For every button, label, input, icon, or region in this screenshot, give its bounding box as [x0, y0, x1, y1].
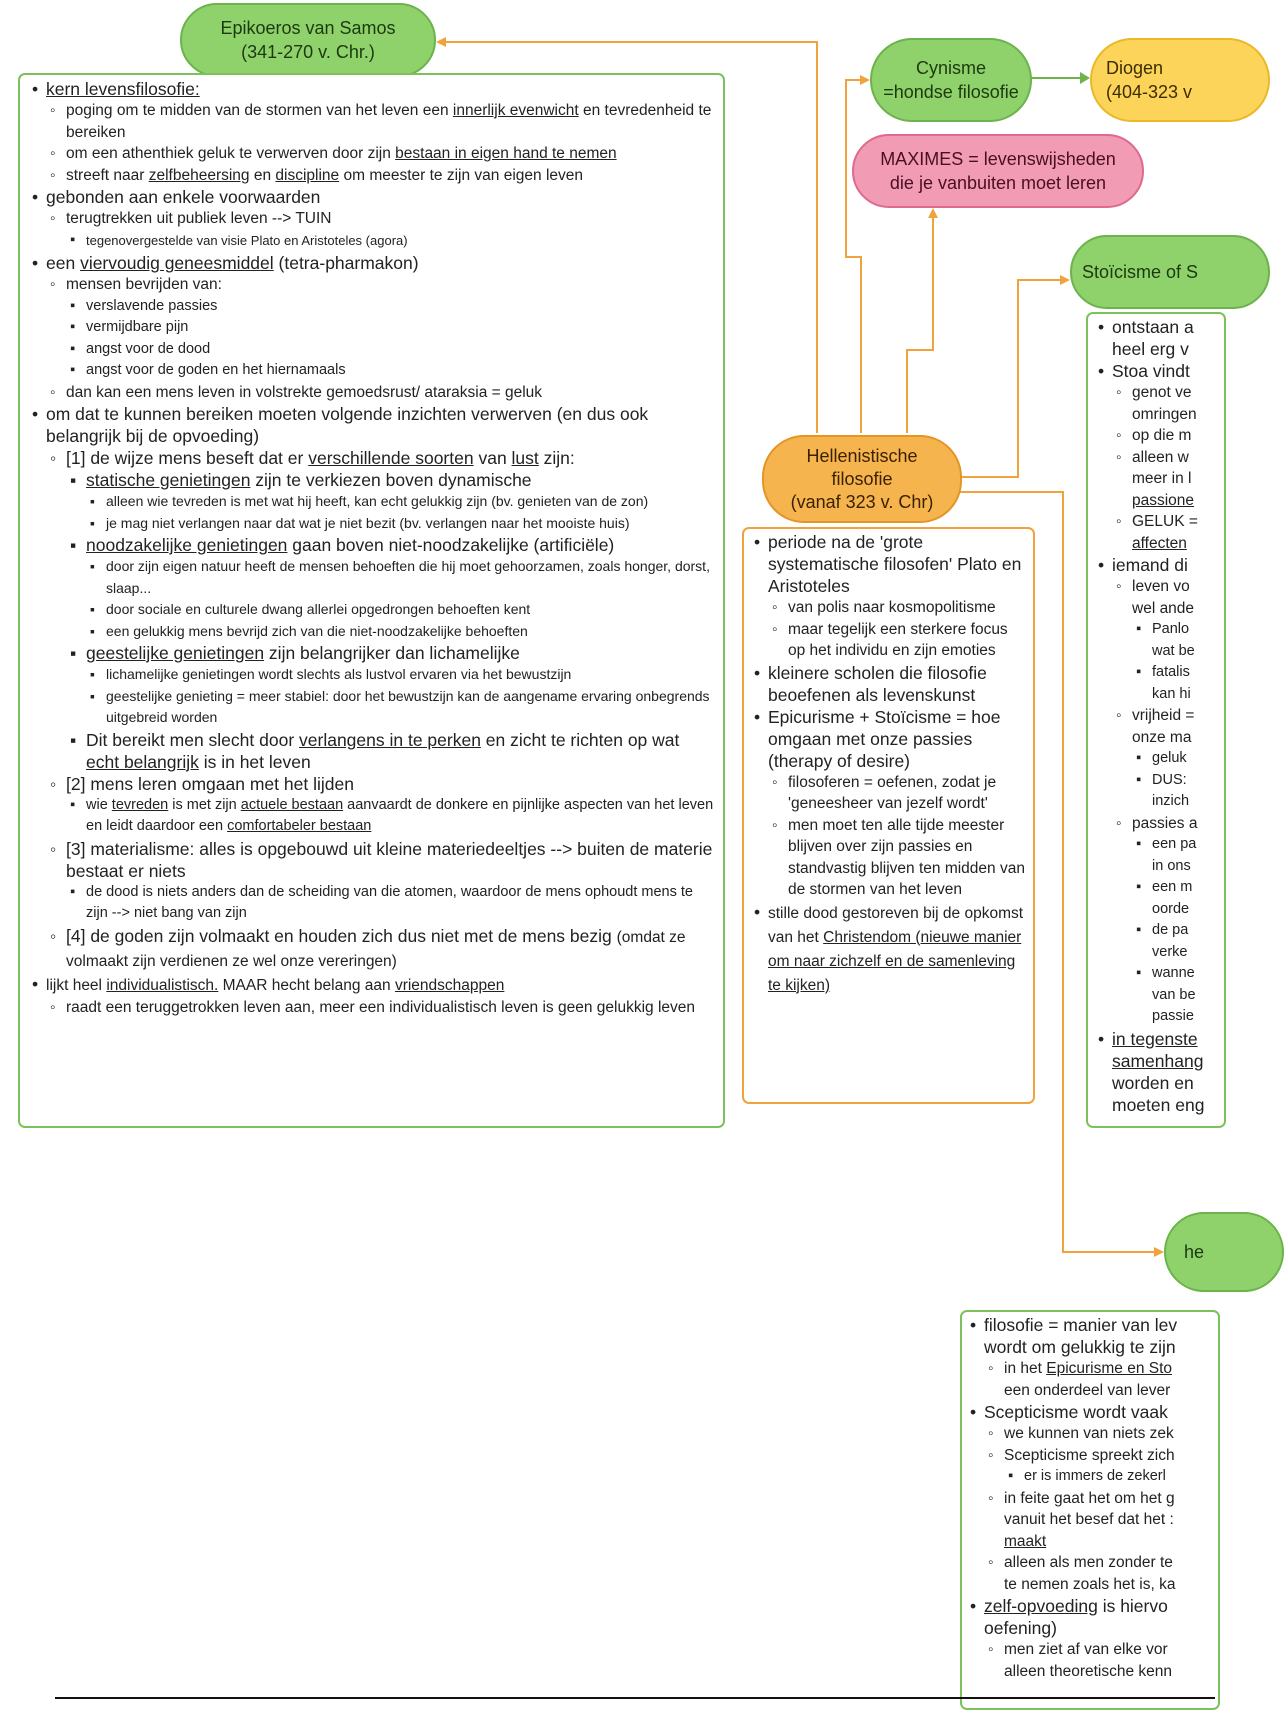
- note-item: [32, 208, 715, 230]
- bullet-marker: •: [754, 706, 761, 727]
- note-item: [1098, 316, 1224, 338]
- note-text: een pa: [1152, 836, 1197, 852]
- note-item: [32, 997, 715, 1019]
- note-item: [32, 556, 715, 599]
- note-item: [970, 1639, 1218, 1661]
- bullet-marker: •: [754, 662, 761, 683]
- note-item: [1098, 705, 1224, 727]
- note-text: fatalis: [1152, 664, 1190, 680]
- note-item: [32, 274, 715, 296]
- note-text: een onderdeel van lever: [1004, 1381, 1171, 1399]
- note-text: we kunnen van niets zek: [1004, 1425, 1174, 1442]
- note-text: stille dood gestoreven bij de opkomst van het Christendom (nieuwe manier om naar zichzelf en de samenleving te kijken): [768, 904, 1024, 994]
- note-text: kern levensfilosofie:: [46, 79, 200, 99]
- bullet-marker: ▪: [70, 340, 76, 357]
- note-text: van polis naar kosmopolitisme: [788, 599, 996, 616]
- note-item: [32, 252, 715, 274]
- note-text: Epicurisme + Stoïcisme = hoe omgaan met onze passies (therapy of desire): [768, 706, 1001, 771]
- note-item: [1098, 533, 1224, 555]
- note-item: [1098, 447, 1224, 469]
- bullet-marker: •: [1098, 317, 1105, 337]
- note-item: [32, 165, 715, 187]
- bullet-marker: ◦: [1116, 513, 1122, 530]
- note-item: [32, 382, 715, 404]
- note-item: [32, 339, 715, 361]
- note-item: [970, 1595, 1218, 1617]
- note-item: [32, 621, 715, 643]
- note-text: wordt om gelukkig te zijn: [984, 1337, 1176, 1357]
- note-text: wanne: [1152, 965, 1195, 981]
- bullet-marker: ▪: [1008, 1468, 1014, 1484]
- note-text: wel ande: [1132, 599, 1195, 617]
- bullet-marker: ▪: [1136, 922, 1142, 938]
- note-item: [970, 1445, 1218, 1467]
- node-scepticisme[interactable]: he: [1164, 1212, 1284, 1292]
- epikoeros-notes-box: [18, 73, 725, 1128]
- bullet-marker: •: [32, 404, 39, 424]
- note-text: verke: [1152, 943, 1188, 960]
- note-item: [1098, 404, 1224, 426]
- note-text: samenhang: [1112, 1050, 1204, 1071]
- note-text: de dood is niets anders dan de scheiding van die atomen, waardoor de mens ophoudt mens te zijn --> niet bang van zijn: [86, 883, 693, 921]
- node-maximes[interactable]: MAXIMES = levenswijsheden die je vanbuiten moet leren: [852, 134, 1144, 208]
- note-text: in feite gaat het om het g: [1004, 1489, 1175, 1507]
- note-text: filosofie = manier van lev: [984, 1315, 1178, 1335]
- bullet-marker: ◦: [1116, 384, 1122, 401]
- note-text: tegenovergestelde van visie Plato en Aristoteles (agora): [86, 232, 408, 248]
- bullet-marker: •: [32, 253, 39, 273]
- bottom-divider: [55, 1697, 1215, 1699]
- note-text: door sociale en culturele dwang allerlei opgedrongen behoeften kent: [106, 601, 531, 617]
- note-item: [1098, 468, 1224, 490]
- note-item: [754, 597, 1027, 619]
- note-text: maar tegelijk een sterkere focus op het individu en zijn emoties: [788, 620, 1008, 659]
- bullet-marker: •: [32, 187, 39, 207]
- note-item: [1098, 338, 1224, 360]
- hellenistische-notes-box: [742, 527, 1035, 1104]
- note-item: [32, 664, 715, 686]
- note-item: [32, 403, 715, 447]
- bullet-marker: ▪: [70, 319, 76, 335]
- note-item: [1098, 1094, 1224, 1116]
- note-text: kan hi: [1152, 685, 1191, 702]
- node-diogenes[interactable]: Diogen (404-323 v: [1090, 38, 1270, 122]
- note-text: in tegenste: [1112, 1028, 1198, 1049]
- note-item: [754, 901, 1027, 997]
- note-text: lichamelijke genietingen wordt slechts als lustvol ervaren via het bewustzijn: [106, 666, 572, 682]
- bullet-marker: ◦: [988, 1360, 994, 1377]
- note-text: moeten eng: [1112, 1094, 1205, 1115]
- note-item: [32, 100, 715, 143]
- note-text: gebonden aan enkele voorwaarden: [46, 187, 321, 207]
- note-item: [970, 1380, 1218, 1402]
- note-item: [1098, 942, 1224, 964]
- note-text: geluk: [1152, 750, 1187, 766]
- note-item: [970, 1552, 1218, 1574]
- note-item: [1098, 619, 1224, 641]
- note-item: [32, 795, 715, 838]
- note-item: [754, 815, 1027, 901]
- note-item: [970, 1423, 1218, 1445]
- note-text: alleen als men zonder te: [1004, 1554, 1173, 1571]
- note-text: kleinere scholen die filosofie beoefenen als levenskunst: [768, 662, 987, 705]
- note-item: [32, 882, 715, 925]
- bullet-marker: ▪: [90, 514, 95, 531]
- note-item: [1098, 511, 1224, 533]
- bullet-marker: ◦: [772, 773, 778, 791]
- note-item: [32, 296, 715, 318]
- note-item: [970, 1574, 1218, 1596]
- note-text: om dat te kunnen bereiken moeten volgende inzichten verwerven (en dus ook belangrijk bij de opvoeding): [46, 404, 649, 446]
- bullet-marker: ◦: [50, 773, 57, 794]
- bullet-marker: •: [1098, 1028, 1105, 1049]
- note-text: op die m: [1132, 427, 1192, 444]
- note-text: geestelijke genietingen zijn belangrijker dan lichamelijke: [86, 643, 520, 663]
- note-item: [754, 662, 1027, 706]
- bullet-marker: ▪: [90, 622, 95, 639]
- bullet-marker: ◦: [772, 599, 778, 616]
- note-item: [1098, 598, 1224, 620]
- bullet-marker: ▪: [1136, 621, 1142, 637]
- note-text: filosoferen = oefenen, zodat je 'geneesheer van jezelf wordt': [788, 773, 997, 812]
- note-text: [2] mens leren omgaan met het lijden: [66, 773, 354, 794]
- node-stoicisme[interactable]: Stoïcisme of S: [1070, 235, 1270, 309]
- note-item: [32, 317, 715, 339]
- note-text: affecten: [1132, 534, 1187, 552]
- note-text: angst voor de goden en het hiernamaals: [86, 362, 346, 378]
- bullet-marker: ◦: [50, 925, 57, 946]
- note-text: om een athenthiek geluk te verwerven door zijn bestaan in eigen hand te nemen: [66, 145, 617, 162]
- note-text: er is immers de zekerl: [1024, 1468, 1166, 1484]
- note-item: [1098, 920, 1224, 942]
- note-item: [1098, 1072, 1224, 1094]
- note-text: in het Epicurisme en Sto: [1004, 1360, 1173, 1377]
- bullet-marker: ◦: [50, 166, 56, 184]
- note-item: [1098, 963, 1224, 985]
- node-epikoeros[interactable]: Epikoeros van Samos (341-270 v. Chr.): [180, 3, 436, 77]
- note-text: statische genietingen zijn te verkiezen boven dynamische: [86, 470, 532, 490]
- note-item: [970, 1488, 1218, 1510]
- note-item: [32, 513, 715, 535]
- note-item: [970, 1509, 1218, 1531]
- note-item: [1098, 877, 1224, 899]
- note-item: [32, 469, 715, 491]
- note-item: [1098, 576, 1224, 598]
- note-text: DUS:: [1152, 771, 1187, 788]
- note-text: alleen theoretische kenn: [1004, 1662, 1173, 1680]
- bullet-marker: ◦: [988, 1554, 994, 1571]
- note-text: vanuit het besef dat het :: [1004, 1511, 1174, 1528]
- note-text: raadt een teruggetrokken leven aan, meer een individualistisch leven is geen gelukkig leven: [66, 998, 696, 1016]
- bullet-marker: ▪: [90, 558, 95, 574]
- note-text: oorde: [1152, 900, 1190, 917]
- note-item: [32, 838, 715, 882]
- note-text: een m: [1152, 879, 1193, 895]
- note-text: heel erg v: [1112, 339, 1189, 359]
- note-item: [1098, 662, 1224, 684]
- note-text: wat be: [1152, 642, 1195, 659]
- note-text: periode na de 'grote systematische filosofen' Plato en Aristoteles: [768, 532, 1022, 596]
- scepticisme-notes-list: [970, 1314, 1218, 1682]
- note-item: [970, 1531, 1218, 1553]
- node-hellenistische-filosofie[interactable]: Hellenistische filosofie (vanaf 323 v. Chr): [762, 435, 962, 523]
- note-item: [970, 1401, 1218, 1423]
- bullet-marker: •: [970, 1402, 977, 1422]
- bullet-marker: •: [32, 973, 39, 994]
- note-item: [32, 925, 715, 973]
- note-text: van be: [1152, 986, 1196, 1003]
- note-text: alleen wie tevreden is met wat hij heeft, kan echt gelukkig zijn (bv. genieten van de zon): [106, 493, 649, 509]
- note-text: men moet ten alle tijde meester blijven over zijn passies en standvastig blijven ten midden van de stormen van het leven: [788, 816, 1025, 898]
- connector-to-stoicisme: [960, 280, 1068, 477]
- note-text: een gelukkig mens bevrijd zich van die niet-noodzakelijke behoeften: [106, 622, 528, 639]
- note-text: GELUK =: [1132, 513, 1198, 530]
- note-item: [1098, 490, 1224, 512]
- note-text: Scepticisme wordt vaak: [984, 1402, 1168, 1422]
- note-text: worden en: [1112, 1072, 1194, 1093]
- bullet-marker: •: [1098, 555, 1105, 575]
- note-item: [1098, 985, 1224, 1007]
- note-item: [32, 447, 715, 469]
- note-item: [1098, 360, 1224, 382]
- note-text: iemand di: [1112, 555, 1188, 575]
- bullet-marker: ▪: [90, 493, 95, 509]
- note-item: [1098, 899, 1224, 921]
- bullet-marker: ◦: [1116, 814, 1122, 832]
- note-item: [1098, 425, 1224, 447]
- bullet-marker: ◦: [772, 816, 778, 834]
- note-item: [1098, 856, 1224, 878]
- note-item: [32, 186, 715, 208]
- note-text: lijkt heel individualistisch. MAAR hecht belang aan vriendschappen: [46, 976, 505, 994]
- note-item: [1098, 684, 1224, 706]
- hellenistische-notes-list: [754, 531, 1027, 997]
- arrowhead-diogenes: [1080, 72, 1090, 84]
- bullet-marker: ▪: [1136, 836, 1142, 852]
- note-text: genot ve: [1132, 384, 1192, 401]
- bullet-marker: •: [1098, 361, 1105, 381]
- bullet-marker: •: [32, 79, 39, 99]
- bullet-marker: ▪: [70, 231, 76, 248]
- note-text: mensen bevrijden van:: [66, 276, 222, 293]
- note-text: alleen w: [1132, 448, 1189, 466]
- bullet-marker: ▪: [90, 601, 95, 617]
- note-text: poging om te midden van de stormen van het leven een innerlijk evenwicht en tevredenheid te bereiken: [66, 102, 712, 141]
- stoicisme-notes-list: [1098, 316, 1224, 1116]
- bullet-marker: ◦: [772, 620, 778, 638]
- bullet-marker: ▪: [70, 643, 77, 663]
- note-item: [32, 230, 715, 253]
- note-text: ontstaan a: [1112, 317, 1194, 337]
- note-text: dan kan een mens leven in volstrekte gemoedsrust/ ataraksia = geluk: [66, 383, 543, 401]
- note-text: men ziet af van elke vor: [1004, 1641, 1168, 1658]
- note-item: [32, 686, 715, 729]
- note-text: in ons: [1152, 857, 1191, 874]
- note-text: oefening): [984, 1618, 1057, 1638]
- bullet-marker: ◦: [1116, 707, 1122, 724]
- note-item: [970, 1314, 1218, 1336]
- note-text: inzich: [1152, 793, 1190, 809]
- note-item: [1098, 1050, 1224, 1072]
- bullet-marker: ◦: [988, 1489, 994, 1507]
- note-text: vermijdbare pijn: [86, 319, 189, 335]
- note-text: meer in l: [1132, 470, 1192, 487]
- note-item: [754, 619, 1027, 662]
- bullet-marker: ◦: [50, 210, 56, 227]
- note-item: [32, 534, 715, 556]
- note-text: verslavende passies: [86, 297, 218, 314]
- note-text: passies a: [1132, 814, 1198, 832]
- note-item: [32, 78, 715, 100]
- note-text: passie: [1152, 1008, 1194, 1024]
- note-text: zelf-opvoeding is hiervo: [984, 1596, 1168, 1616]
- note-text: Dit bereikt men slecht door verlangens in te perken en zicht te richten op wat echt belangrijk is in het leven: [86, 729, 680, 772]
- note-item: [1098, 813, 1224, 835]
- bullet-marker: ▪: [70, 362, 76, 378]
- note-item: [1098, 770, 1224, 792]
- note-item: [1098, 748, 1224, 770]
- note-item: [754, 531, 1027, 597]
- note-text: een viervoudig geneesmiddel (tetra-pharmakon): [46, 253, 419, 273]
- note-text: [3] materialisme: alles is opgebouwd uit kleine materiedeeltjes --> buiten de materie bestaat er niets: [66, 838, 713, 881]
- bullet-marker: ◦: [50, 448, 57, 468]
- note-item: [1098, 791, 1224, 813]
- note-text: angst voor de dood: [86, 340, 211, 357]
- note-item: [970, 1336, 1218, 1358]
- bullet-marker: ▪: [1136, 879, 1142, 895]
- bullet-marker: ◦: [1116, 448, 1122, 466]
- bullet-marker: ▪: [90, 687, 95, 704]
- note-item: [32, 491, 715, 513]
- note-item: [32, 360, 715, 382]
- bullet-marker: ◦: [1116, 427, 1122, 444]
- bullet-marker: ▪: [70, 535, 77, 555]
- bullet-marker: ▪: [1136, 664, 1142, 680]
- note-item: [32, 973, 715, 997]
- note-text: terugtrekken uit publiek leven --> TUIN: [66, 210, 332, 227]
- note-item: [1098, 1028, 1224, 1050]
- bullet-marker: ▪: [70, 883, 76, 900]
- connector-to-cynisme: [846, 80, 868, 433]
- bullet-marker: ◦: [50, 276, 56, 293]
- bullet-marker: ▪: [90, 666, 95, 682]
- note-text: noodzakelijke genietingen gaan boven niet-noodzakelijke (artificiële): [86, 535, 615, 555]
- bullet-marker: ◦: [50, 145, 56, 162]
- note-item: [970, 1358, 1218, 1380]
- note-item: [1098, 382, 1224, 404]
- note-text: geestelijke genieting = meer stabiel: door het bewustzijn kan de aangename ervaring onbegrends uitgebreid worden: [106, 687, 710, 725]
- note-item: [970, 1466, 1218, 1488]
- note-text: leven vo: [1132, 578, 1190, 595]
- note-text: passione: [1132, 491, 1195, 509]
- note-text: je mag niet verlangen naar dat wat je niet bezit (bv. verlangen naar het mooiste huis): [106, 514, 630, 531]
- note-item: [1098, 554, 1224, 576]
- note-text: wie tevreden is met zijn actuele bestaan aanvaardt de donkere en pijnlijke aspecten van het leven en leidt daardoor een comfortabeler bestaan: [86, 796, 714, 834]
- note-text: omringen: [1132, 405, 1197, 423]
- bullet-marker: ▪: [70, 470, 77, 490]
- note-text: Stoa vindt: [1112, 361, 1190, 381]
- note-item: [1098, 727, 1224, 749]
- stoicisme-notes-box: [1086, 312, 1226, 1128]
- epikoeros-notes-list: [32, 78, 715, 1018]
- bullet-marker: •: [754, 532, 761, 552]
- bullet-marker: •: [970, 1596, 977, 1616]
- note-item: [32, 599, 715, 621]
- note-item: [970, 1661, 1218, 1683]
- bullet-marker: ◦: [50, 102, 56, 119]
- bullet-marker: ◦: [50, 998, 56, 1016]
- note-item: [32, 729, 715, 773]
- note-item: [32, 773, 715, 795]
- note-item: [970, 1617, 1218, 1639]
- bullet-marker: ▪: [70, 796, 76, 813]
- note-text: door zijn eigen natuur heeft de mensen behoeften die hij moet gehoorzamen, zoals honger, dorst, slaap...: [106, 558, 710, 596]
- note-text: streeft naar zelfbeheersing en discipline om meester te zijn van eigen leven: [66, 166, 583, 184]
- note-item: [32, 642, 715, 664]
- note-item: [754, 706, 1027, 772]
- note-text: Panlo: [1152, 621, 1190, 637]
- note-text: onze ma: [1132, 728, 1192, 746]
- note-text: maakt: [1004, 1532, 1047, 1550]
- note-item: [32, 143, 715, 165]
- note-item: [1098, 834, 1224, 856]
- bullet-marker: ◦: [988, 1641, 994, 1658]
- bullet-marker: ◦: [988, 1446, 994, 1464]
- connector-to-maximes: [907, 210, 933, 433]
- note-text: te nemen zoals het is, ka: [1004, 1575, 1176, 1593]
- note-text: Scepticisme spreekt zich: [1004, 1446, 1175, 1464]
- bullet-marker: ▪: [1136, 965, 1142, 981]
- node-cynisme[interactable]: Cynisme =hondse filosofie: [870, 38, 1032, 122]
- bullet-marker: ◦: [988, 1425, 994, 1442]
- bullet-marker: ▪: [70, 297, 76, 314]
- note-item: [1098, 1006, 1224, 1028]
- note-text: de pa: [1152, 922, 1189, 938]
- bullet-marker: ▪: [1136, 750, 1142, 766]
- scepticisme-notes-box: [960, 1310, 1220, 1710]
- bullet-marker: ▪: [1136, 771, 1142, 788]
- note-text: [1] de wijze mens beseft dat er verschillende soorten van lust zijn:: [66, 448, 575, 468]
- bullet-marker: •: [970, 1315, 977, 1335]
- bullet-marker: ◦: [1116, 578, 1122, 595]
- note-text: [4] de goden zijn volmaakt en houden zich dus niet met de mens bezig (omdat ze volmaakt zijn verdienen ze wel onze vereringen): [66, 925, 686, 970]
- note-item: [1098, 641, 1224, 663]
- note-text: vrijheid =: [1132, 707, 1195, 724]
- bullet-marker: ◦: [50, 383, 56, 401]
- bullet-marker: ▪: [70, 729, 77, 750]
- bullet-marker: ◦: [50, 838, 57, 859]
- note-item: [754, 772, 1027, 815]
- bullet-marker: •: [754, 901, 761, 922]
